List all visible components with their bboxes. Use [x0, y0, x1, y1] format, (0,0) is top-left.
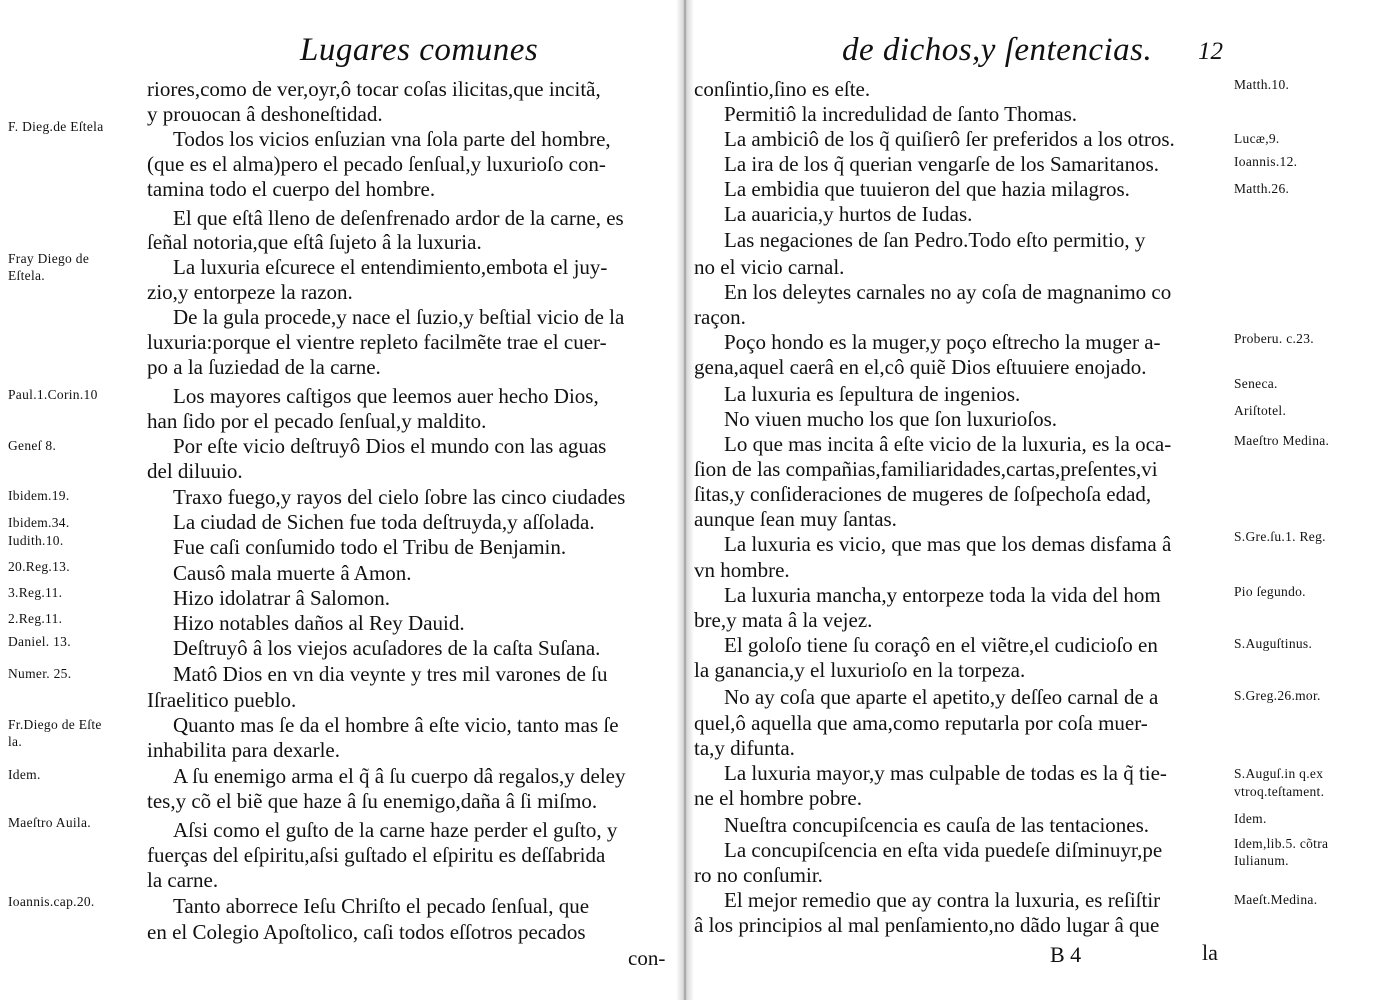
- right-text-line: aunque ſean muy ſantas.: [694, 507, 897, 531]
- left-text-line: Aſsi como el guſto de la carne haze perder el guſto, y: [173, 818, 618, 842]
- left-text-line: Tanto aborrece Ieſu Chriſto el pecado ſenſual, que: [173, 894, 590, 918]
- catchword: la: [1202, 940, 1218, 965]
- right-text-line: bre,y mata â la vejez.: [694, 608, 873, 632]
- left-text-line: A ſu enemigo arma el q̃ â ſu cuerpo dâ regalos,y deley: [173, 764, 626, 788]
- left-margin-note: Ioannis.cap.20.: [8, 894, 95, 909]
- left-margin-note: Paul.1.Corin.10: [8, 387, 98, 402]
- right-text-line: Las negaciones de ſan Pedro.Todo eſto permitio, y: [724, 228, 1146, 252]
- right-text-line: ſion de las compañias,familiaridades,cartas,preſentes,vi: [694, 457, 1158, 481]
- left-text-line: con-: [628, 946, 666, 970]
- left-margin-note: F. Dieg.de Eſtela: [8, 119, 104, 134]
- left-text-line: Los mayores caſtigos que leemos auer hecho Dios,: [173, 384, 599, 408]
- left-text-line: en el Colegio Apoſtolico, caſi todos eſſotros pecados: [147, 920, 586, 944]
- left-text-line: Quanto mas ſe da el hombre â eſte vicio, tanto mas ſe: [173, 713, 619, 737]
- right-text-line: El goloſo tiene ſu coraçô en el viẽtre,el cudicioſo en: [724, 633, 1158, 657]
- right-margin-note: Maeſtro Medina.: [1234, 433, 1330, 448]
- right-text-line: ro no conſumir.: [694, 863, 823, 887]
- right-text-line: Permitiô la incredulidad de ſanto Thomas.: [724, 102, 1078, 126]
- right-text-line: conſintio,ſino es eſte.: [694, 77, 871, 101]
- right-margin-note: Ioannis.12.: [1234, 154, 1298, 169]
- right-text-line: ſitas,y conſideraciones de mugeres de ſoſpechoſa edad,: [694, 482, 1152, 506]
- right-text-line: Poço hondo es la muger,y poço eſtrecho la muger a-: [724, 330, 1161, 354]
- left-margin-note: Daniel. 13.: [8, 634, 71, 649]
- right-margin-note: S.Auguſtinus.: [1234, 636, 1313, 651]
- left-text-line: Deſtruyô â los viejos acuſadores de la caſta Suſana.: [173, 636, 601, 660]
- left-text-line: La luxuria eſcurece el entendimiento,embota el juy-: [173, 255, 608, 279]
- left-margin-note: 3.Reg.11.: [8, 585, 63, 600]
- right-text-line: ne el hombre pobre.: [694, 786, 862, 810]
- running-head-left: Lugares comunes: [300, 32, 539, 68]
- right-text-line: Nueſtra concupiſcencia es cauſa de las tentaciones.: [724, 813, 1150, 837]
- right-text-line: La ira de los q̃ querian vengarſe de los Samaritanos.: [724, 152, 1160, 176]
- right-page: [694, 0, 1377, 1000]
- right-text-line: ta,y difunta.: [694, 736, 795, 760]
- left-text-line: riores,como de ver,oyr,ô tocar coſas ilicitas,que incitã,: [147, 77, 601, 101]
- right-text-line: La ambiciô de los q̃ quiſierô ſer preferidos a los otros.: [724, 127, 1175, 151]
- left-text-line: La ciudad de Sichen fue toda deſtruyda,y aſſolada.: [173, 510, 595, 534]
- right-margin-note: Idem.: [1234, 811, 1267, 826]
- left-text-line: (que es el alma)pero el pecado ſenſual,y luxurioſo con-: [147, 152, 606, 176]
- left-margin-note: Idem.: [8, 767, 41, 782]
- right-text-line: la ganancia,y el luxurioſo en la torpeza.: [694, 658, 1026, 682]
- left-text-line: inhabilita para dexarle.: [147, 738, 340, 762]
- left-margin-note: Maeſtro Auila.: [8, 815, 91, 830]
- right-margin-note: Ariſtotel.: [1234, 403, 1287, 418]
- right-text-line: No viuen mucho los que ſon luxurioſos.: [724, 407, 1058, 431]
- right-text-line: En los deleytes carnales no ay coſa de magnanimo co: [724, 280, 1172, 304]
- left-text-line: Todos los vicios enſuzian vna ſola parte del hombre,: [173, 127, 611, 151]
- left-text-line: El que eſtâ lleno de deſenfrenado ardor de la carne, es: [173, 206, 624, 230]
- left-text-line: Hizo notables daños al Rey Dauid.: [173, 611, 465, 635]
- left-text-line: ſeñal notoria,que eſtâ ſujeto â la luxuria.: [147, 230, 482, 254]
- right-margin-note: Iulianum.: [1234, 853, 1289, 868]
- right-text-line: vn hombre.: [694, 558, 790, 582]
- right-text-line: La luxuria mayor,y mas culpable de todas es la q̃ tie-: [724, 761, 1167, 785]
- right-text-line: quel,ô aquella que ama,como reputarla por coſa muer-: [694, 711, 1148, 735]
- running-head-right: de dichos,y ſentencias.: [842, 32, 1153, 68]
- right-margin-note: Proberu. c.23.: [1234, 331, 1314, 346]
- left-text-line: po a la ſuziedad de la carne.: [147, 355, 381, 379]
- right-text-line: no el vicio carnal.: [694, 255, 845, 279]
- left-margin-note: Ibidem.34.: [8, 515, 70, 530]
- right-margin-note: Pio ſegundo.: [1234, 584, 1306, 599]
- left-text-line: fuerças del eſpiritu,aſsi guſtado el eſpiritu es deſſabrida: [147, 843, 606, 867]
- left-text-line: han ſido por el pecado ſenſual,y maldito.: [147, 409, 487, 433]
- right-text-line: La luxuria es ſepultura de ingenios.: [724, 382, 1021, 406]
- right-text-line: raçon.: [694, 305, 746, 329]
- left-text-line: tamina todo el cuerpo del hombre.: [147, 177, 436, 201]
- right-text-line: La auaricia,y hurtos de Iudas.: [724, 202, 973, 226]
- right-text-line: La embidia que tuuieron del que hazia milagros.: [724, 177, 1130, 201]
- right-text-line: â los principios al mal penſamiento,no dãdo lugar â que: [694, 913, 1160, 937]
- left-text-line: y prouocan â deshoneſtidad.: [147, 102, 383, 126]
- right-margin-note: Matth.26.: [1234, 181, 1290, 196]
- left-margin-note: Fray Diego de: [8, 251, 90, 266]
- right-text-line: gena,aquel caerâ en el,cô quiẽ Dios eſtuuiere enojado.: [694, 355, 1147, 379]
- left-page: [0, 0, 676, 1000]
- left-text-line: la carne.: [147, 868, 219, 892]
- left-margin-note: 20.Reg.13.: [8, 559, 70, 574]
- right-text-line: El mejor remedio que ay contra la luxuria, es reſiſtir: [724, 888, 1161, 912]
- left-text-line: luxuria:porque el vientre repleto facilmẽte trae el cuer-: [147, 330, 607, 354]
- left-margin-note: Geneſ 8.: [8, 438, 57, 453]
- right-text-line: No ay coſa que aparte el apetito,y deſſeo carnal de a: [724, 685, 1159, 709]
- left-margin-note: Iudith.10.: [8, 533, 64, 548]
- left-text-line: tes,y cõ el biẽ que haze â ſu enemigo,daña â ſi miſmo.: [147, 789, 598, 813]
- left-text-line: zio,y entorpeze la razon.: [147, 280, 353, 304]
- right-margin-note: S.Greg.26.mor.: [1234, 688, 1321, 703]
- book-gutter: [676, 0, 694, 1000]
- left-margin-note: Eſtela.: [8, 268, 45, 283]
- right-margin-note: Matth.10.: [1234, 77, 1290, 92]
- left-text-line: del diluuio.: [147, 459, 243, 483]
- right-margin-note: Seneca.: [1234, 376, 1278, 391]
- left-text-line: Iſraelitico pueblo.: [147, 688, 297, 712]
- right-text-line: Lo que mas incita â eſte vicio de la luxuria, es la oca-: [724, 432, 1172, 456]
- left-text-line: Traxo fuego,y rayos del cielo ſobre las cinco ciudades: [173, 485, 626, 509]
- right-margin-note: S.Auguſ.in q.ex: [1234, 766, 1324, 781]
- signature-mark: B 4: [1050, 942, 1082, 967]
- left-text-line: De la gula procede,y nace el ſuzio,y beſtial vicio de la: [173, 305, 625, 329]
- left-text-line: Fue caſi conſumido todo el Tribu de Benjamin.: [173, 535, 567, 559]
- left-text-line: Por eſte vicio deſtruyô Dios el mundo con las aguas: [173, 434, 607, 458]
- right-text-line: La concupiſcencia en eſta vida puedeſe diſminuyr,pe: [724, 838, 1163, 862]
- left-text-line: Causô mala muerte â Amon.: [173, 561, 412, 585]
- page-number: 12: [1198, 38, 1223, 65]
- left-margin-note: Numer. 25.: [8, 666, 72, 681]
- left-margin-note: 2.Reg.11.: [8, 611, 63, 626]
- left-margin-note: la.: [8, 734, 23, 749]
- left-text-line: Hizo idolatrar â Salomon.: [173, 586, 390, 610]
- left-margin-note: Ibidem.19.: [8, 488, 70, 503]
- right-margin-note: S.Gre.ſu.1. Reg.: [1234, 529, 1326, 544]
- right-margin-note: Maeſt.Medina.: [1234, 892, 1318, 907]
- right-margin-note: Lucæ,9.: [1234, 131, 1280, 146]
- left-margin-note: Fr.Diego de Eſte: [8, 717, 102, 732]
- right-text-line: La luxuria es vicio, que mas que los demas disfama â: [724, 532, 1172, 556]
- left-text-line: Matô Dios en vn dia veynte y tres mil varones de ſu: [173, 662, 608, 686]
- right-margin-note: Idem,lib.5. cõtra: [1234, 836, 1329, 851]
- right-text-line: La luxuria mancha,y entorpeze toda la vida del hom: [724, 583, 1161, 607]
- right-margin-note: vtroq.teſtament.: [1234, 784, 1325, 799]
